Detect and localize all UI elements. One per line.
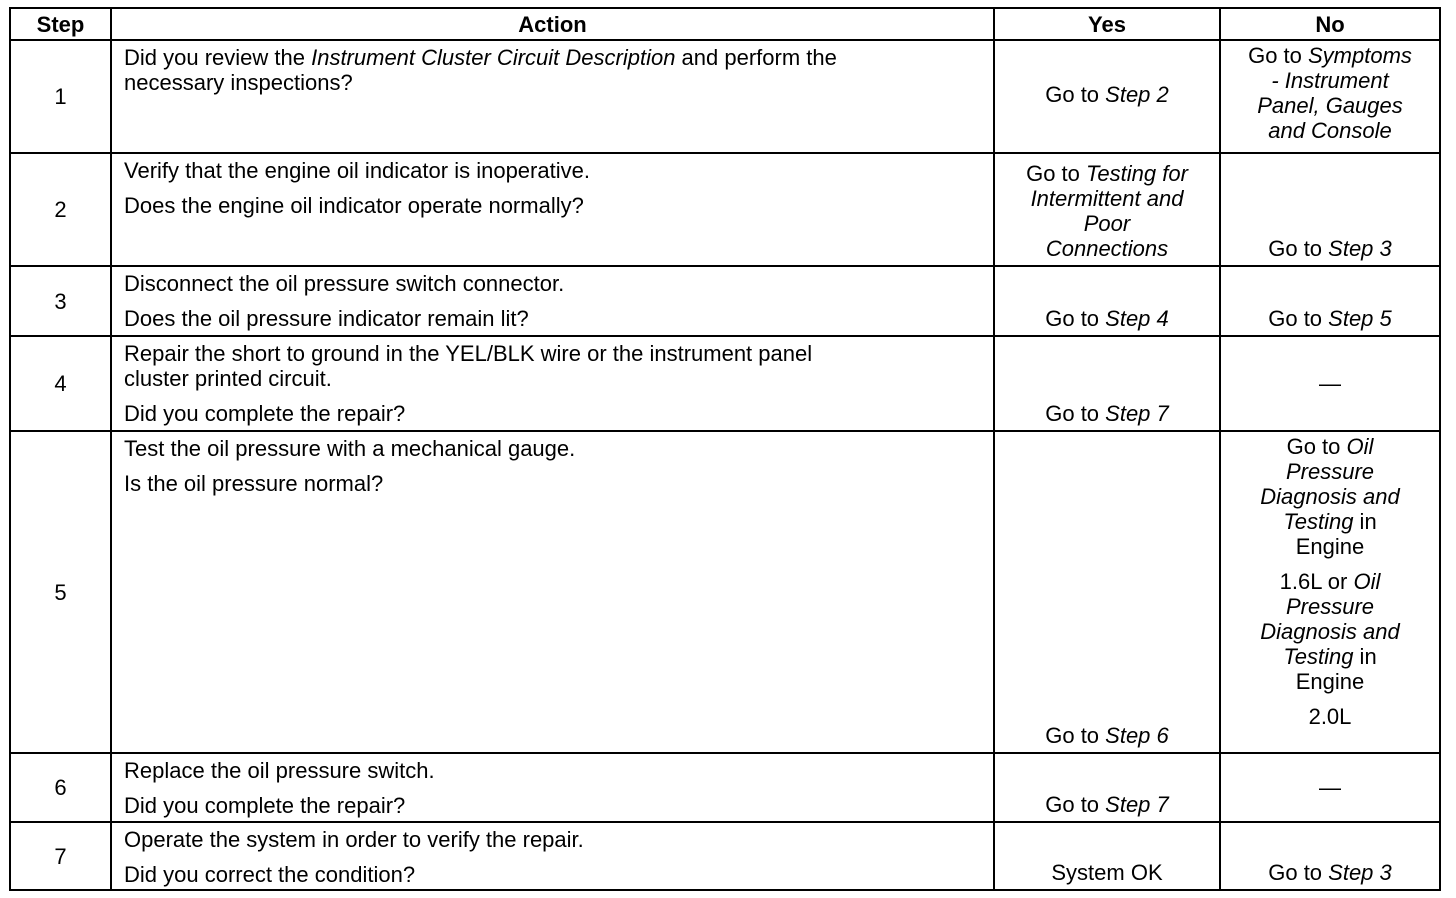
no-cell: Go to Step 5	[1220, 266, 1440, 336]
no-cell: Go to Symptoms - Instrument Panel, Gauges and Console	[1220, 40, 1440, 153]
yes-cell: Go to Testing for Intermittent and Poor Connections	[994, 153, 1220, 266]
yes-cell: Go to Step 4	[994, 266, 1220, 336]
no-cell: Go to Oil Pressure Diagnosis and Testing in Engine 1.6L or Oil Pressure Diagnosis and Testing in Engine 2.0L	[1220, 431, 1440, 753]
step-number: 7	[10, 822, 111, 890]
table-row	[10, 40, 1440, 153]
yes-cell: Go to Step 7	[994, 753, 1220, 822]
no-cell	[1220, 336, 1440, 431]
header-step: Step	[10, 8, 111, 40]
empty-dash: —	[1319, 775, 1341, 800]
header-yes: Yes	[994, 8, 1220, 40]
header-row	[10, 8, 1440, 40]
table-row	[10, 822, 1440, 890]
action-cell: Disconnect the oil pressure switch connector. Does the oil pressure indicator remain lit?	[111, 266, 994, 336]
step-number: 6	[10, 753, 111, 822]
action-cell: Test the oil pressure with a mechanical gauge. Is the oil pressure normal?	[111, 431, 994, 753]
table-row	[10, 266, 1440, 336]
no-cell	[1220, 753, 1440, 822]
yes-cell: System OK	[994, 822, 1220, 890]
header-no: No	[1220, 8, 1440, 40]
action-cell: Operate the system in order to verify the repair. Did you correct the condition?	[111, 822, 994, 890]
action-cell: Repair the short to ground in the YEL/BLK wire or the instrument panel cluster printed circuit. Did you complete the repair?	[111, 336, 994, 431]
empty-dash: —	[1319, 371, 1341, 396]
no-cell: Go to Step 3	[1220, 822, 1440, 890]
yes-cell: Go to Step 7	[994, 336, 1220, 431]
action-cell: Verify that the engine oil indicator is inoperative. Does the engine oil indicator operate normally?	[111, 153, 994, 266]
table-row	[10, 153, 1440, 266]
table-row	[10, 431, 1440, 753]
header-action: Action	[111, 8, 994, 40]
action-cell	[111, 40, 994, 153]
step-number: 4	[10, 336, 111, 431]
action-cell: Replace the oil pressure switch. Did you complete the repair?	[111, 753, 994, 822]
table-row	[10, 753, 1440, 822]
step-number: 3	[10, 266, 111, 336]
yes-cell: Go to Step 2	[994, 40, 1220, 153]
no-cell: Go to Step 3	[1220, 153, 1440, 266]
diagnostic-table	[9, 7, 1441, 891]
step-number: 5	[10, 431, 111, 753]
step-number: 2	[10, 153, 111, 266]
action-line: Did you review the Instrument Cluster Circuit Description and perform the	[124, 45, 837, 70]
step-number: 1	[10, 40, 111, 153]
table-row	[10, 336, 1440, 431]
yes-cell: Go to Step 6	[994, 431, 1220, 753]
action-question: necessary inspections?	[124, 70, 353, 95]
